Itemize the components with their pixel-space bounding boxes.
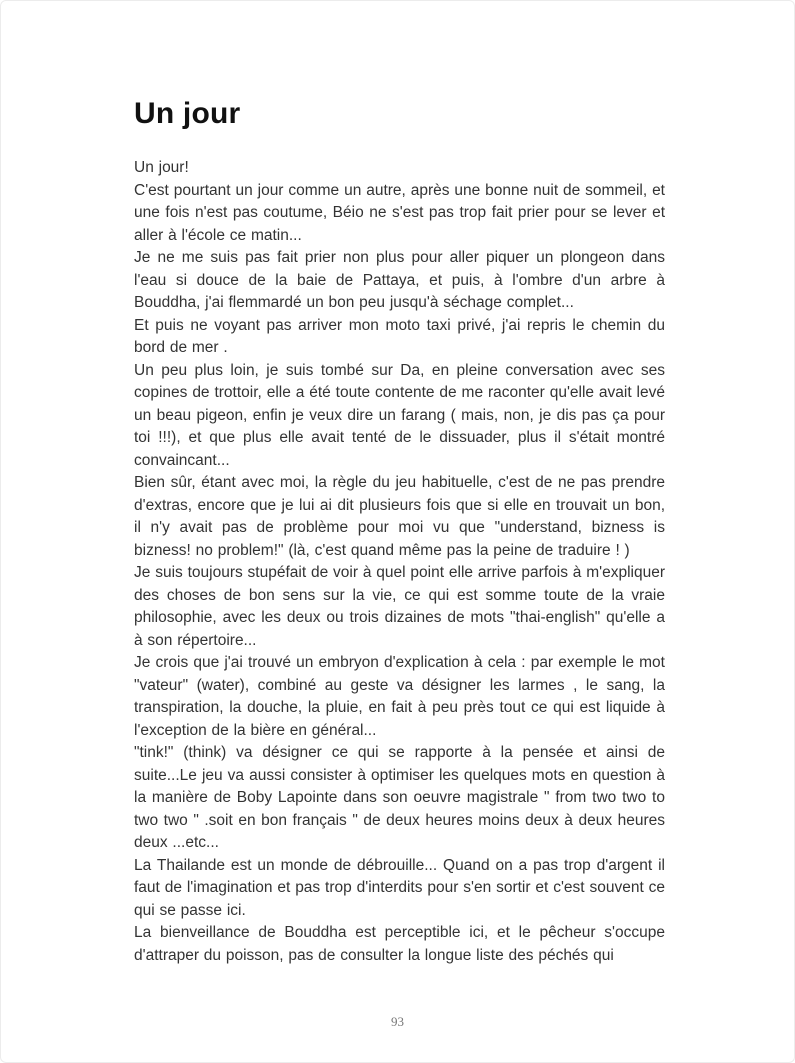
paragraph: La Thailande est un monde de débrouille... Quand on a pas trop d'argent il faut de l'imagination et pas trop d'interdits pour s'en sortir et c'est souvent ce qui se passe ici.: [134, 856, 665, 919]
paragraph: Bien sûr, étant avec moi, la règle du jeu habituelle, c'est de ne pas prendre d'extras, encore que je lui ai dit plusieurs fois que si elle en trouvait un bon, il n'y avait pas de problème pour moi vu que "understand, bizness is bizness! no problem!" (là, c'est quand même pas la peine de traduire ! ): [134, 474, 665, 559]
paragraph: Un peu plus loin, je suis tombé sur Da, en pleine conversation avec ses copines de trottoir, elle a été toute contente de me raconter qu'elle avait levé un beau pigeon, enfin je veux dire un farang ( mais, non, je dis pas ça pour toi !!!), et que plus elle avait tenté de le dissuader, plus il s'était montré convaincant...: [134, 361, 665, 469]
chapter-title: Un jour: [134, 97, 241, 130]
paragraph: Je suis toujours stupéfait de voir à quel point elle arrive parfois à m'expliquer des choses de bon sens sur la vie, ce qui est somme toute de la vraie philosophie, avec les deux ou trois dizaines de mots "thai-english" qu'elle a à son répertoire...: [134, 564, 665, 649]
paragraph: La bienveillance de Bouddha est perceptible ici, et le pêcheur s'occupe d'attraper du poisson, pas de consulter la longue liste des péchés qui: [134, 924, 665, 964]
page-content: [134, 97, 665, 967]
paragraph-list: [134, 157, 665, 967]
paragraph: Je crois que j'ai trouvé un embryon d'explication à cela : par exemple le mot "vateur" (water), combiné au geste va désigner les larmes , le sang, la transpiration, la douche, la pluie, en fait à peu près tout ce qui est liquide à l'exception de la bière en général...: [134, 654, 665, 739]
paragraph: "tink!" (think) va désigner ce qui se rapporte à la pensée et ainsi de suite...Le jeu va aussi consister à optimiser les quelques mots en question à la manière de Boby Lapointe dans son oeuvre magistrale " from two two to two two " .soit en bon français " de deux heures moins deux à deux heures deux ...etc...: [134, 744, 665, 851]
paragraph: C'est pourtant un jour comme un autre, après une bonne nuit de sommeil, et une fois n'est pas coutume, Béio ne s'est pas trop fait prier pour se lever et aller à l'école ce matin...: [134, 181, 665, 244]
paragraph: Je ne me suis pas fait prier non plus pour aller piquer un plongeon dans l'eau si douce de la baie de Pattaya, et puis, à l'ombre d'un arbre à Bouddha, j'ai flemmardé un bon peu jusqu'à séchage complet...: [134, 249, 665, 311]
page-number: 93: [391, 1014, 404, 1029]
paragraph: Un jour!: [134, 159, 189, 176]
paragraph: Et puis ne voyant pas arriver mon moto taxi privé, j'ai repris le chemin du bord de mer .: [134, 316, 665, 356]
